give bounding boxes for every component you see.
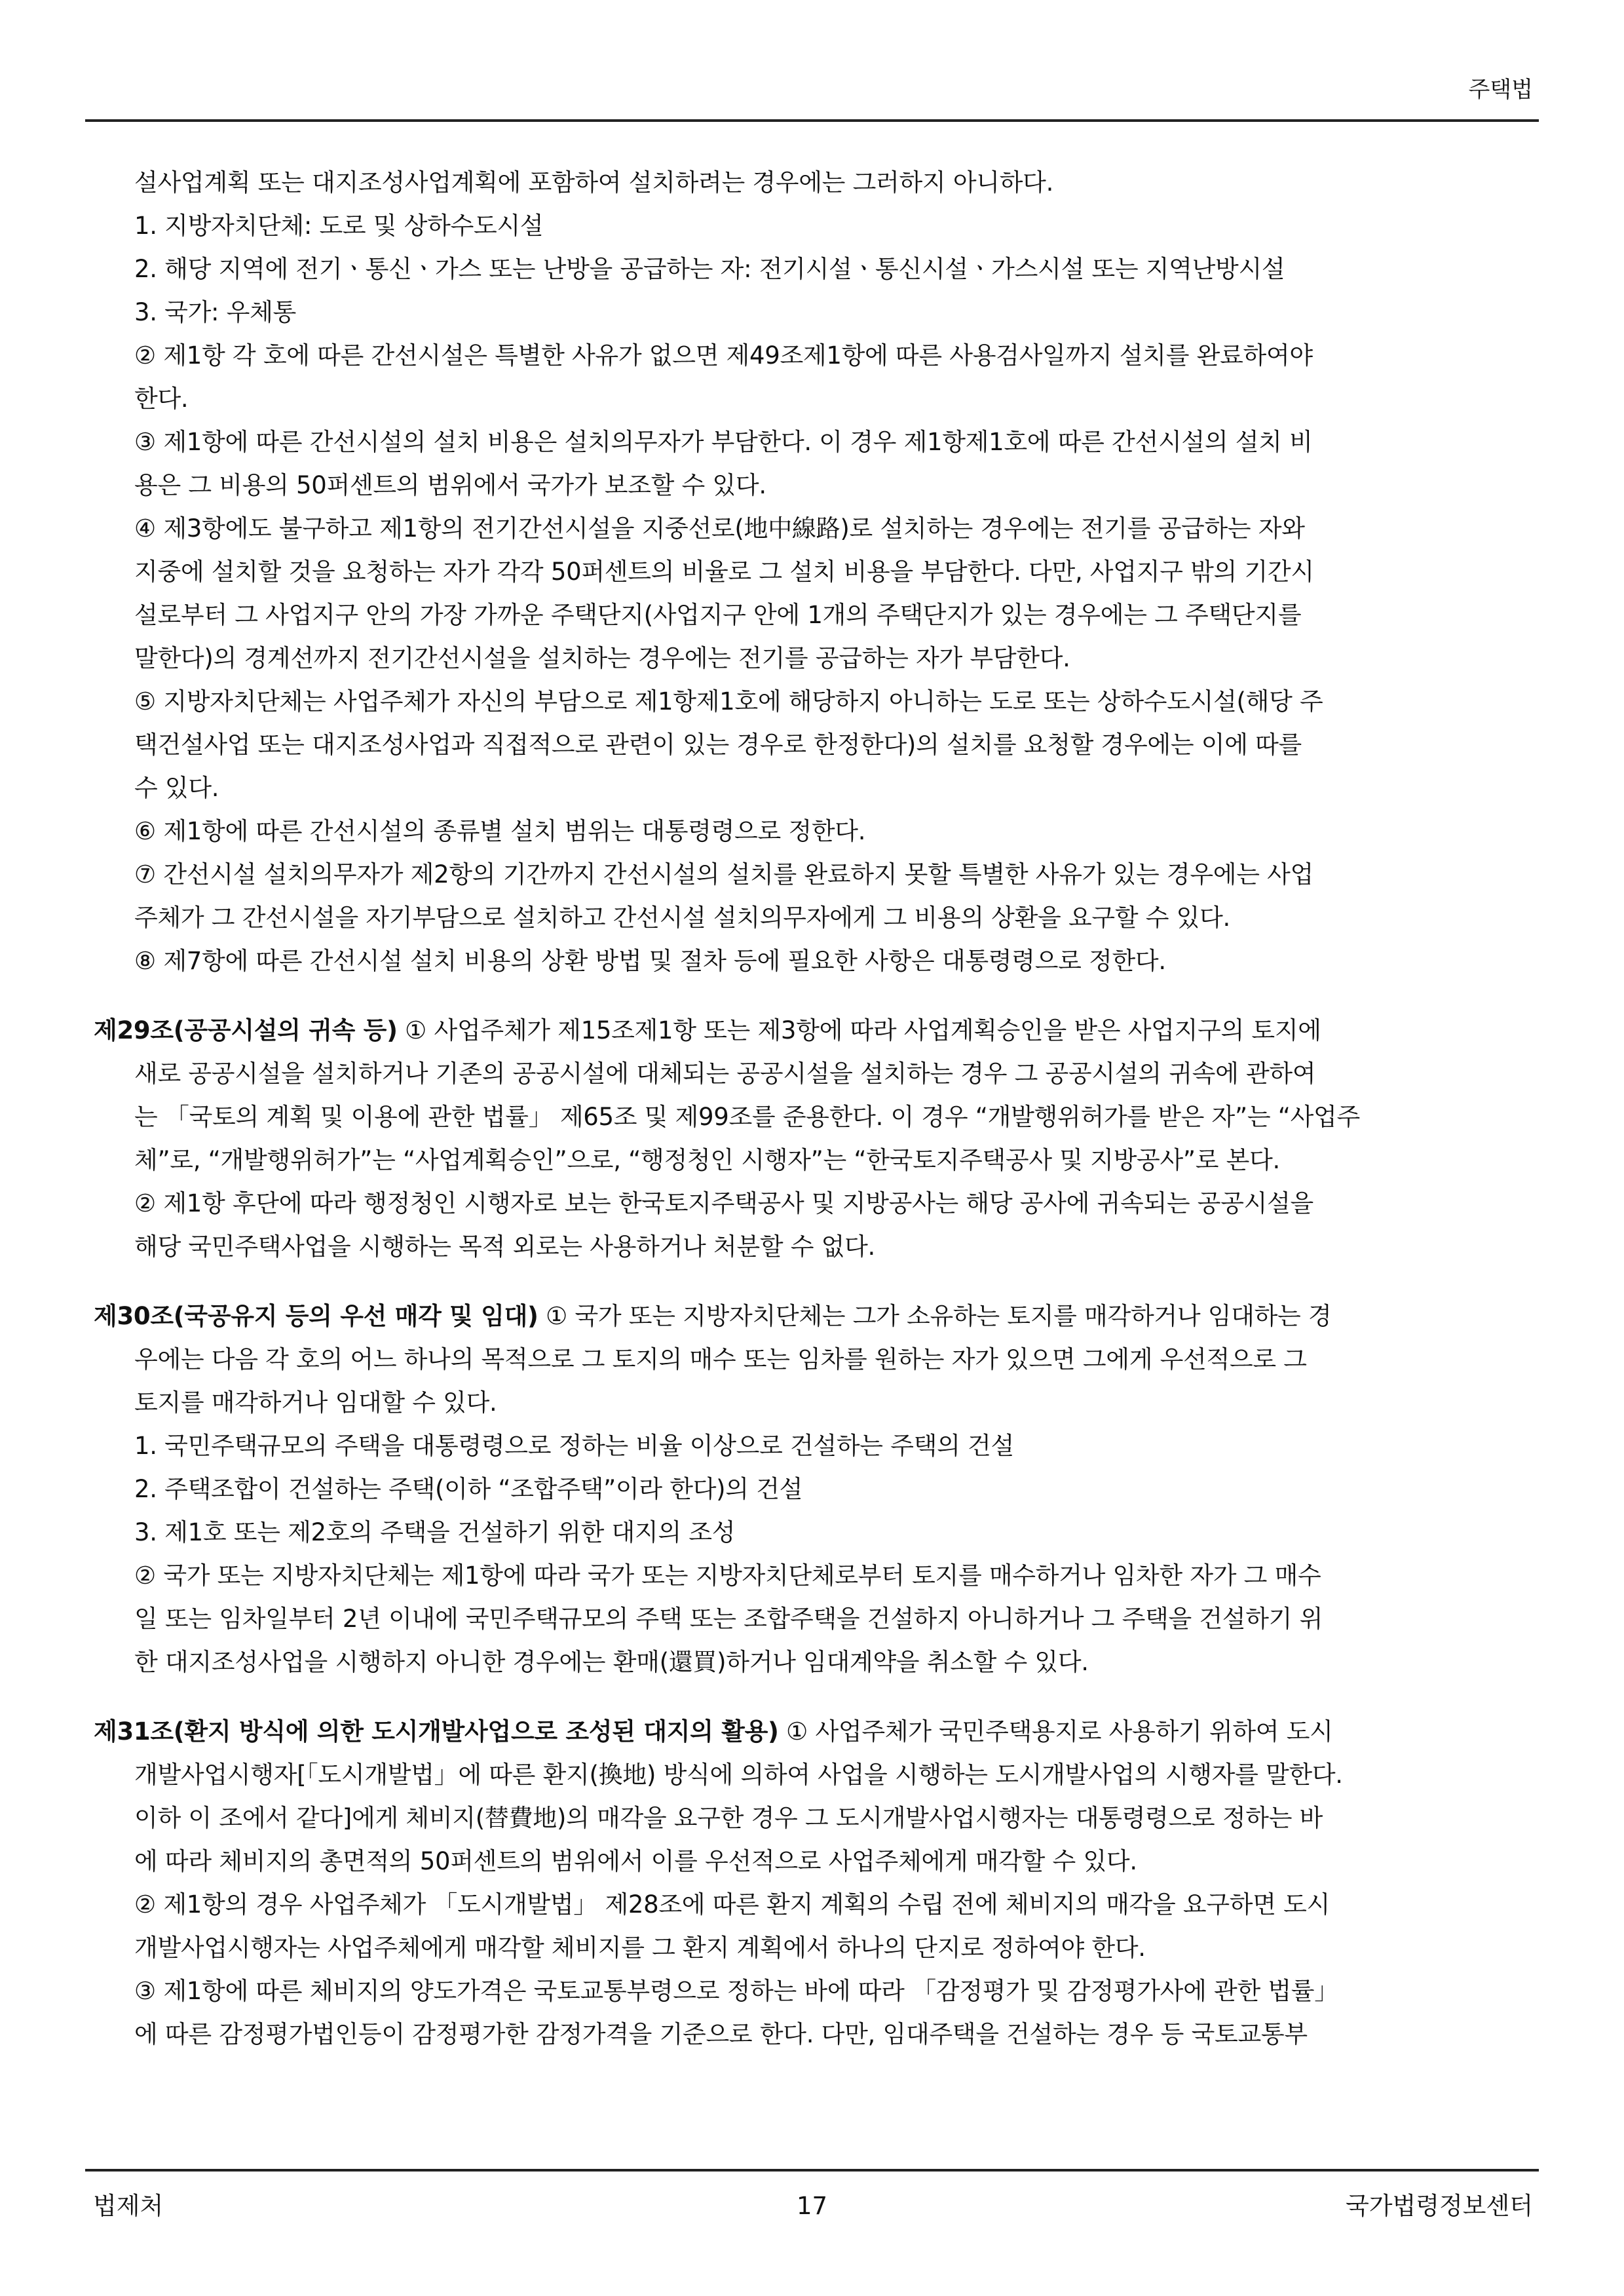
paragraph-line: 체”로, “개발행위허가”는 “사업계획승인”으로, “행정청인 시행자”는 “한국토지주택공사 및 지방공사”로 본다. — [134, 1146, 1281, 1174]
list-item: 2. 주택조합이 건설하는 주택(이하 “조합주택”이라 한다)의 건설 — [134, 1475, 803, 1503]
section-gap — [94, 983, 1541, 1009]
paragraph-line: ④ 제3항에도 불구하고 제1항의 전기간선시설을 지중선로(地中線路)로 설치하는 경우에는 전기를 공급하는 자와 — [134, 514, 1305, 543]
list-item: 3. 제1호 또는 제2호의 주택을 건설하기 위한 대지의 조성 — [134, 1518, 736, 1546]
article-heading-line — [94, 1710, 1541, 1753]
paragraph-line: 에 따라 체비지의 총면적의 50퍼센트의 범위에서 이를 우선적으로 사업주체에게 매각할 수 있다. — [134, 1847, 1137, 1875]
paragraph-line: 용은 그 비용의 50퍼센트의 범위에서 국가가 보조할 수 있다. — [134, 471, 766, 499]
list-item: 2. 해당 지역에 전기ㆍ통신ㆍ가스 또는 난방을 공급하는 자: 전기시설ㆍ통신시설ㆍ가스시설 또는 지역난방시설 — [134, 255, 1285, 283]
header-law-title: 주택법 — [1468, 77, 1533, 103]
article-heading-line — [94, 1009, 1541, 1052]
article-title: 제31조(환지 방식에 의한 도시개발사업으로 조성된 대지의 활용) — [94, 1717, 779, 1746]
footer-divider — [85, 2169, 1539, 2172]
paragraph-line: ⑦ 간선시설 설치의무자가 제2항의 기간까지 간선시설의 설치를 완료하지 못할 특별한 사유가 있는 경우에는 사업 — [134, 860, 1313, 889]
paragraph-line: 지중에 설치할 것을 요청하는 자가 각각 50퍼센트의 비율로 그 설치 비용을 부담한다. 다만, 사업지구 밖의 기간시 — [134, 558, 1314, 586]
paragraph-line: 개발사업시행자[「도시개발법」에 따른 환지(換地) 방식에 의하여 사업을 시행하는 도시개발사업의 시행자를 말한다. — [134, 1761, 1343, 1789]
paragraph-line: ③ 제1항에 따른 체비지의 양도가격은 국토교통부령으로 정하는 바에 따라 「감정평가 및 감정평가사에 관한 법률」 — [134, 1977, 1338, 2005]
article-28-continuation — [94, 161, 1541, 983]
paragraph-line: 말한다)의 경계선까지 전기간선시설을 설치하는 경우에는 전기를 공급하는 자가 부담한다. — [134, 644, 1070, 672]
paragraph-line: 설사업계획 또는 대지조성사업계획에 포함하여 설치하려는 경우에는 그러하지 아니하다. — [134, 168, 1054, 197]
section-gap — [94, 1269, 1541, 1295]
article-first-text: ① 사업주체가 국민주택용지로 사용하기 위하여 도시 — [778, 1717, 1333, 1746]
paragraph-line: ③ 제1항에 따른 간선시설의 설치 비용은 설치의무자가 부담한다. 이 경우 제1항제1호에 따른 간선시설의 설치 비 — [134, 428, 1313, 456]
paragraph-line: 수 있다. — [134, 774, 219, 802]
section-gap — [94, 1684, 1541, 1710]
document-body — [94, 161, 1541, 2056]
paragraph-line: 는 「국토의 계획 및 이용에 관한 법률」 제65조 및 제99조를 준용한다. 이 경우 “개발행위허가를 받은 자”는 “사업주 — [134, 1103, 1360, 1131]
paragraph-line: 이하 이 조에서 같다]에게 체비지(替費地)의 매각을 요구한 경우 그 도시개발사업시행자는 대통령령으로 정하는 바 — [134, 1804, 1323, 1832]
article-29 — [94, 1009, 1541, 1269]
paragraph-line: 개발사업시행자는 사업주체에게 매각할 체비지를 그 환지 계획에서 하나의 단지로 정하여야 한다. — [134, 1934, 1146, 1962]
list-item: 1. 지방자치단체: 도로 및 상하수도시설 — [134, 212, 544, 240]
paragraph-line: 우에는 다음 각 호의 어느 하나의 목적으로 그 토지의 매수 또는 임차를 원하는 자가 있으면 그에게 우선적으로 그 — [134, 1345, 1307, 1373]
header-divider — [85, 119, 1539, 122]
paragraph-line: 주체가 그 간선시설을 자기부담으로 설치하고 간선시설 설치의무자에게 그 비용의 상환을 요구할 수 있다. — [134, 904, 1230, 932]
article-title: 제30조(국공유지 등의 우선 매각 및 임대) — [94, 1302, 538, 1330]
article-first-text: ① 사업주체가 제15조제1항 또는 제3항에 따라 사업계획승인을 받은 사업지구의 토지에 — [397, 1016, 1321, 1044]
article-30 — [94, 1295, 1541, 1684]
page-number: 17 — [796, 2192, 828, 2220]
paragraph-line: ② 제1항 각 호에 따른 간선시설은 특별한 사유가 없으면 제49조제1항에 따른 사용검사일까지 설치를 완료하여야 — [134, 341, 1313, 370]
paragraph-line: ⑤ 지방자치단체는 사업주체가 자신의 부담으로 제1항제1호에 해당하지 아니하는 도로 또는 상하수도시설(해당 주 — [134, 687, 1323, 716]
paragraph-line: 토지를 매각하거나 임대할 수 있다. — [134, 1388, 497, 1417]
article-31 — [94, 1710, 1541, 2056]
footer-source: 국가법령정보센터 — [1346, 2192, 1533, 2220]
paragraph-line: 한 대지조성사업을 시행하지 아니한 경우에는 환매(還買)하거나 임대계약을 취소할 수 있다. — [134, 1648, 1089, 1676]
list-item: 3. 국가: 우체통 — [134, 298, 296, 326]
paragraph-line: ⑧ 제7항에 따른 간선시설 설치 비용의 상환 방법 및 절차 등에 필요한 사항은 대통령령으로 정한다. — [134, 947, 1166, 975]
article-first-text: ① 국가 또는 지방자치단체는 그가 소유하는 토지를 매각하거나 임대하는 경 — [538, 1302, 1332, 1330]
footer-publisher: 법제처 — [93, 2192, 164, 2220]
paragraph-line: 해당 국민주택사업을 시행하는 목적 외로는 사용하거나 처분할 수 없다. — [134, 1233, 875, 1261]
paragraph-line: ② 제1항 후단에 따라 행정청인 시행자로 보는 한국토지주택공사 및 지방공사는 해당 공사에 귀속되는 공공시설을 — [134, 1189, 1313, 1217]
article-heading-line — [94, 1295, 1541, 1338]
paragraph-line: 일 또는 임차일부터 2년 이내에 국민주택규모의 주택 또는 조합주택을 건설하지 아니하거나 그 주택을 건설하기 위 — [134, 1605, 1323, 1633]
paragraph-line: 설로부터 그 사업지구 안의 가장 가까운 주택단지(사업지구 안에 1개의 주택단지가 있는 경우에는 그 주택단지를 — [134, 601, 1302, 629]
paragraph-line: ⑥ 제1항에 따른 간선시설의 종류별 설치 범위는 대통령령으로 정한다. — [134, 817, 866, 845]
paragraph-line: ② 제1항의 경우 사업주체가 「도시개발법」 제28조에 따른 환지 계획의 수립 전에 체비지의 매각을 요구하면 도시 — [134, 1890, 1331, 1919]
article-title: 제29조(공공시설의 귀속 등) — [94, 1016, 398, 1044]
paragraph-line: ② 국가 또는 지방자치단체는 제1항에 따라 국가 또는 지방자치단체로부터 토지를 매수하거나 임차한 자가 그 매수 — [134, 1561, 1321, 1590]
paragraph-line: 에 따른 감정평가법인등이 감정평가한 감정가격을 기준으로 한다. 다만, 임대주택을 건설하는 경우 등 국토교통부 — [134, 2020, 1308, 2048]
list-item: 1. 국민주택규모의 주택을 대통령령으로 정하는 비율 이상으로 건설하는 주택의 건설 — [134, 1432, 1014, 1460]
paragraph-line: 택건설사업 또는 대지조성사업과 직접적으로 관련이 있는 경우로 한정한다)의 설치를 요청할 경우에는 이에 따를 — [134, 731, 1302, 759]
paragraph-line: 새로 공공시설을 설치하거나 기존의 공공시설에 대체되는 공공시설을 설치하는 경우 그 공공시설의 귀속에 관하여 — [134, 1060, 1316, 1088]
paragraph-line: 한다. — [134, 385, 189, 413]
